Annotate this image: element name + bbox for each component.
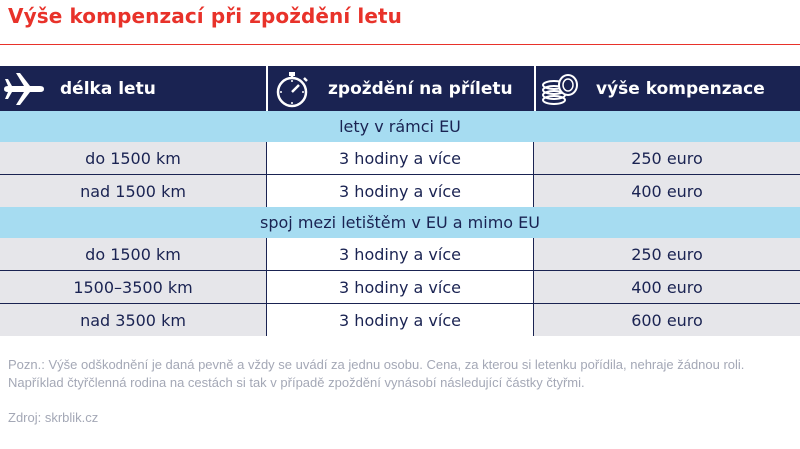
cell-delay: 3 hodiny a více [266,238,534,270]
cell-compensation: 600 euro [534,304,800,336]
cell-distance: do 1500 km [0,238,266,270]
table-row [0,238,800,270]
cell-compensation: 250 euro [534,238,800,270]
cell-distance: nad 1500 km [0,175,266,207]
header-compensation [534,66,800,111]
airplane-icon [0,69,48,109]
cell-delay: 3 hodiny a více [266,175,534,207]
header-compensation-label: výše kompenzace [596,78,765,99]
cell-delay: 3 hodiny a více [266,304,534,336]
footnote: Pozn.: Výše odškodnění je daná pevně a vždy se uvádí za jednu osobu. Cena, za kterou si letenku pořídila, nehraje žádnou roli. Například čtyřčlenná rodina na cestách si tak v případě zpoždění vynásobí následující částky čtyřmi. [8,357,745,390]
source-credit: Zdroj: skrblik.cz [8,410,99,425]
table-row [0,174,800,207]
section-eu-non-eu: spoj mezi letištěm v EU a mimo EU [0,207,800,238]
header-delay [266,66,534,111]
section-eu: lety v rámci EU [0,111,800,142]
table-row [0,303,800,336]
header-distance-label: délka letu [60,78,156,99]
header-distance [0,66,266,111]
table-row [0,270,800,303]
table-row [0,142,800,174]
cell-compensation: 400 euro [534,175,800,207]
cell-compensation: 400 euro [534,271,800,303]
stopwatch-icon [268,69,316,109]
coins-icon [536,69,584,109]
compensation-table [0,66,800,336]
cell-distance: nad 3500 km [0,304,266,336]
cell-compensation: 250 euro [534,142,800,174]
header-delay-label: zpoždění na příletu [328,78,513,99]
cell-distance: 1500–3500 km [0,271,266,303]
table-header [0,66,800,111]
cell-distance: do 1500 km [0,142,266,174]
page-title: Výše kompenzací při zpoždění letu [8,4,403,28]
cell-delay: 3 hodiny a více [266,271,534,303]
cell-delay: 3 hodiny a více [266,142,534,174]
title-divider [0,44,800,45]
